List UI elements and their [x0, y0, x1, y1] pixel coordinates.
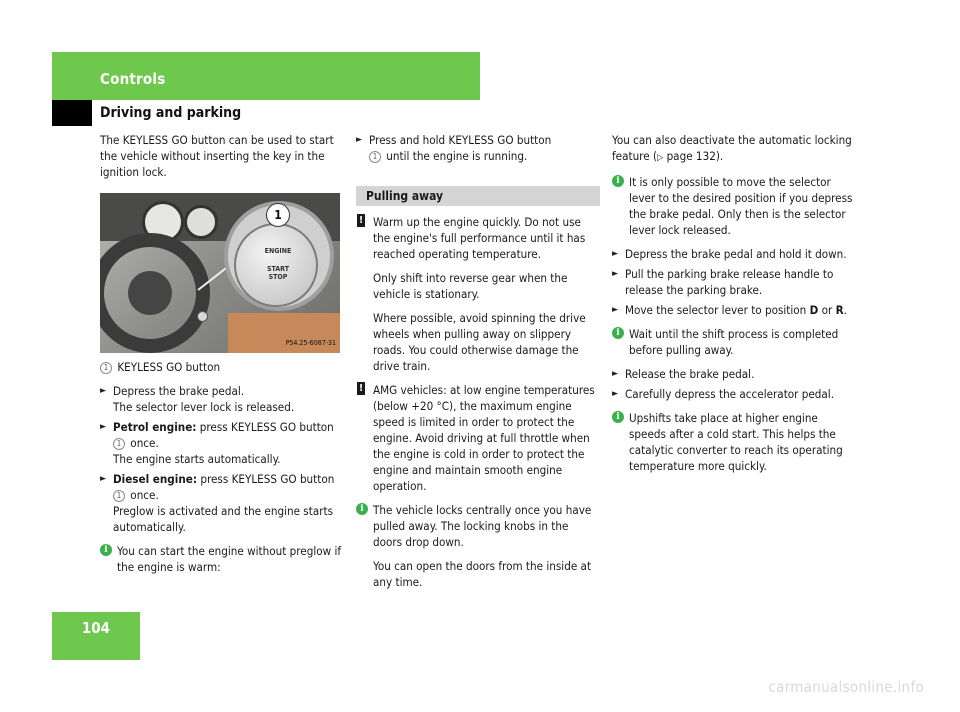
figure-code: P54.25-6087-31: [285, 339, 336, 347]
caption-text: KEYLESS GO button: [117, 360, 221, 374]
arrow-icon: ►: [612, 389, 619, 399]
step-hold-brake: ► Depress the brake pedal and hold it down.: [612, 247, 847, 261]
step-accelerator: ► Carefully depress the accelerator pedal.: [612, 387, 835, 401]
step-petrol-engine: ► Petrol engine: press KEYLESS GO button 1 once. The engine starts automatically.: [100, 420, 334, 466]
step-release-parking-brake: ► Pull the parking brake release handle to release the parking brake.: [612, 267, 834, 297]
note-preglow: i You can start the engine without preglow if the engine is warm:: [100, 543, 342, 575]
info-icon: i: [356, 503, 368, 515]
arrow-icon: ►: [612, 269, 619, 279]
button-number: 1: [369, 151, 381, 163]
info-icon: i: [612, 327, 624, 339]
arrow-icon: ►: [100, 422, 107, 432]
page-title: Driving and parking: [100, 105, 242, 121]
intro-deactivate-lock: You can also deactivate the automatic locking feature (▷ page 132).: [612, 133, 852, 163]
warning-icon: !: [358, 383, 364, 394]
arrow-icon: ►: [612, 305, 619, 315]
page-number: 104: [81, 619, 111, 637]
info-icon: i: [612, 411, 624, 423]
step-release-brake: ► Release the brake pedal.: [612, 367, 755, 381]
step-depress-brake: ► Depress the brake pedal. The selector lever lock is released.: [100, 384, 295, 414]
note-selector-lever: i It is only possible to move the selector lever to the desired position if you depress the brake pedal. Only then is the selector lever lock released.: [612, 174, 858, 238]
column-1: [100, 132, 342, 583]
arrow-icon: ►: [612, 369, 619, 379]
section-header-pulling-away: Pulling away: [356, 186, 600, 206]
keyless-go-photo: [100, 193, 340, 353]
warning-amg: ! AMG vehicles: at low engine temperatures (below +20 °C), the maximum engine speed is limited in order to protect the engine. Avoid driving at full throttle when the engine is cold in order to protect the engine and maintain smooth engine operation.: [358, 383, 595, 493]
callout-number: 1: [266, 203, 290, 227]
arrow-icon: ►: [612, 249, 619, 259]
button-number: 1: [113, 490, 125, 502]
gauge-icon: [184, 205, 218, 239]
page-ref-arrow-icon: ▷: [657, 153, 664, 163]
arrow-icon: ►: [100, 386, 107, 396]
step-diesel-engine: ► Diesel engine: press KEYLESS GO button 1 once. Preglow is activated and the engine starts automatically.: [100, 472, 335, 534]
column-2: [356, 132, 600, 598]
btn-label-stop: STOP: [268, 273, 288, 281]
intro-text: The KEYLESS GO button can be used to start the vehicle without inserting the key in the ignition lock.: [100, 133, 334, 179]
info-icon: i: [612, 175, 624, 187]
caption-number: 1: [100, 362, 112, 374]
arrow-icon: ►: [100, 474, 107, 484]
step-move-selector: ► Move the selector lever to position D or R.: [612, 303, 847, 317]
column-3: [612, 132, 858, 482]
button-location-dot: [197, 311, 208, 322]
watermark: carmanualsonline.info: [768, 678, 924, 696]
step-press-hold: ► Press and hold KEYLESS GO button 1 until the engine is running.: [356, 133, 552, 163]
warning-warm-up: ! Warm up the engine quickly. Do not use the engine's full performance until it has reached operating temperature. Only shift into reverse gear when the vehicle is stationary. Where possible, avoid spinning the drive wheels when pulling away on slippery roads. You could otherwise damage the drive train.: [358, 215, 586, 373]
btn-label-start: START: [267, 265, 289, 273]
steering-hub: [128, 271, 172, 315]
info-icon: i: [100, 544, 112, 556]
btn-label-engine: ENGINE: [264, 247, 292, 255]
note-central-locking: i The vehicle locks centrally once you have pulled away. The locking knobs in the doors drop down. You can open the doors from the inside at any time.: [356, 502, 600, 590]
warning-icon: !: [358, 215, 364, 226]
note-upshifts: i Upshifts take place at higher engine speeds after a cold start. This helps the catalytic converter to reach its operating temperature more quickly.: [612, 410, 858, 474]
figure-caption: [100, 359, 342, 375]
header-tab-marker: [52, 100, 92, 126]
note-shift-process: i Wait until the shift process is completed before pulling away.: [612, 326, 858, 358]
arrow-icon: ►: [356, 135, 363, 145]
section-title: Controls: [100, 70, 166, 88]
page-reference-link[interactable]: page 132).: [666, 149, 724, 163]
button-number: 1: [113, 438, 125, 450]
